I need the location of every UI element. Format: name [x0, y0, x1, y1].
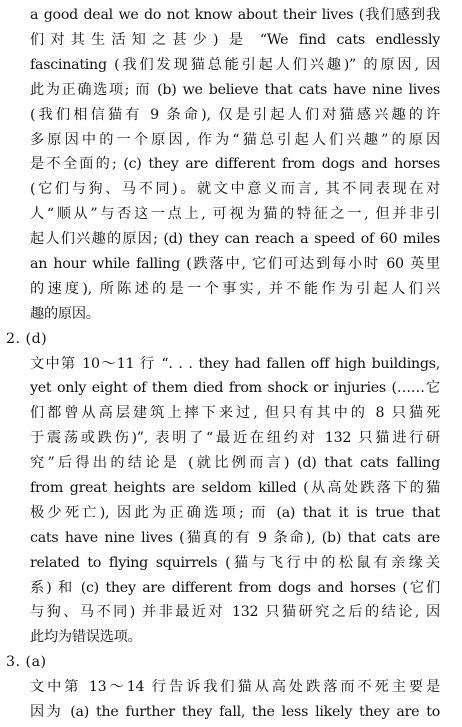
text-line: related to flying squirrels (猫与飞行中的松鼠有亲缘关 — [30, 554, 440, 571]
text-line: 因为 (a) the further they fall, the less likely they are to — [30, 704, 440, 720]
text-line: (它们与狗、马不同)。就文中意义而言, 其不同表现在对 — [30, 181, 440, 198]
text-line: cats have nine lives (猫真的有 9 条命), (b) that cats are — [30, 529, 440, 546]
text-line: fascinating (我们发现猫总能引起人们兴趣)” 的原因, 因 — [30, 56, 440, 73]
text-line: 的速度), 所陈述的是一个事实, 并不能作为引起人们兴 — [30, 280, 440, 297]
text-line: 趣的原因。 — [30, 305, 100, 322]
text-line: 文中第 13～14 行告诉我们猫从高处跌落而不死主要是 — [30, 679, 440, 696]
text-line: 与狗、马不同) 并非最近对 132 只猫研究之后的结论, 因 — [30, 604, 440, 621]
text-line: 此均为错误选项。 — [30, 629, 142, 646]
text-line: 于震荡或跌伤)”, 表明了“最近在纽约对 132 只猫进行研 — [30, 430, 440, 447]
text-line: an hour while falling (跌落中, 它们可达到每小时 60 英里 — [30, 255, 440, 272]
text-line: from great heights are seldom killed (从高处跌落下的猫 — [30, 480, 440, 496]
text-line: 系) 和 (c) they are different from dogs and horses (它们 — [30, 579, 440, 596]
text-line: 们都曾从高层建筑上摔下来过, 但只有其中的 8 只猫死 — [30, 405, 440, 422]
answer-number-2: 2. (d) — [6, 330, 48, 347]
text-line: 文中第 10～11 行 “. . . they had fallen off high buildings, — [30, 355, 440, 372]
text-line: yet only eight of them died from shock or injuries (……它 — [30, 380, 440, 397]
text-line: 此为正确选项; 而 (b) we believe that cats have nine lives — [30, 81, 440, 98]
text-line: 究”后得出的结论是 (就比例而言) (d) that cats falling — [30, 455, 440, 472]
text-line: 们对其生活知之甚少) 是 “We find cats endlessly — [30, 31, 440, 48]
text-line: 多原因中的一个原因, 作为“猫总引起人们兴趣”的原因 — [30, 131, 440, 148]
answer-number-3: 3. (a) — [6, 654, 47, 671]
text-line: 是不全面的; (c) they are different from dogs and horses — [30, 156, 440, 173]
text-line: 极少死亡), 因此为正确选项; 而 (a) that it is true that — [30, 504, 440, 521]
text-line: (我们相信猫有 9 条命), 仅是引起人们对猫感兴趣的许 — [30, 106, 440, 123]
text-line: a good deal we do not know about their lives (我们感到我 — [30, 7, 440, 23]
text-line: 人“顺从”与否这一点上, 可视为猫的特征之一, 但并非引 — [30, 206, 440, 223]
text-line: 起人们兴趣的原因; (d) they can reach a speed of 60 miles — [30, 231, 440, 247]
